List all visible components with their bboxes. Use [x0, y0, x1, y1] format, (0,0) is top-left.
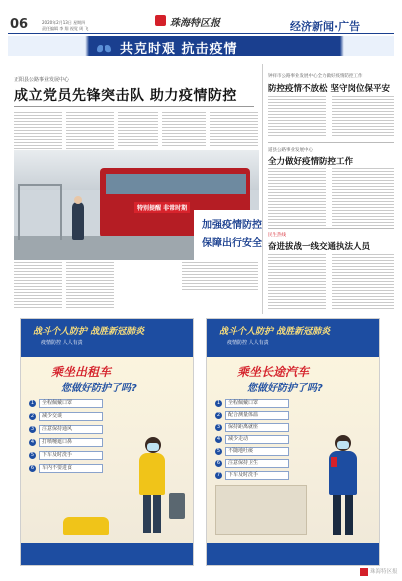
poster-taxi-item: 3 注意保持通风	[29, 425, 103, 435]
bus-stop-shelter	[18, 184, 62, 240]
footer-logo	[360, 566, 398, 578]
lungs-icon	[96, 39, 112, 53]
poster-bus-item: 3 保持距离就座	[215, 423, 289, 433]
poster-taxi-item: 6 车内不要进食	[29, 464, 103, 474]
poster-bus-band-sub: 疫情防控 人人有责	[227, 340, 269, 346]
poster-taxi-title: 乘坐出租车	[51, 365, 112, 379]
right-bottom-text-a	[268, 254, 326, 310]
poster-bus-subtitle: 您做好防护了吗?	[247, 383, 323, 394]
person-figure	[72, 202, 84, 240]
text-column-5	[210, 112, 258, 148]
banner-title: 共克时艰 抗击疫情	[120, 42, 238, 57]
poster-bus-item: 6 注意保持卫生	[215, 459, 289, 469]
poster-taxi-subtitle: 您做好防护了吗?	[61, 383, 137, 394]
page-number: 06	[10, 17, 29, 32]
poster-bus-footer	[207, 543, 379, 565]
poster-bus-band-title: 战斗个人防护 战胜新冠肺炎	[219, 327, 331, 337]
right-mid-kicker: 道县公路事业发展中心	[268, 148, 313, 153]
footer-logo-icon	[360, 568, 368, 576]
text-column-3	[118, 112, 158, 148]
right-mid-text-b	[332, 168, 394, 226]
headline-rule	[14, 106, 254, 107]
poster-bus-item: 1 全程佩戴口罩	[215, 399, 289, 409]
text-column-8	[182, 262, 258, 290]
poster-taxi-item: 2 减少交谈	[29, 412, 103, 422]
poster-taxi-band-title: 战斗个人防护 战胜新冠肺炎	[33, 327, 145, 337]
masthead-logo	[155, 14, 225, 30]
right-bottom-headline: 奋进拔战一线交通执法人员	[268, 242, 371, 252]
bus-sign: 特别提醒 非常时期	[134, 202, 190, 213]
right-top-kicker: 钟祥市公路事业发展中心全力做好疫情防控工作	[268, 74, 363, 79]
photo-caption-line-1: 加强疫情防控	[202, 220, 262, 231]
right-bottom-kicker: 民生热线	[268, 233, 286, 238]
woman-illustration	[133, 437, 173, 537]
photo-caption-line-2: 保障出行安全	[202, 238, 262, 249]
date-line-1: 2020年2月13日 星期四	[42, 20, 86, 25]
poster-bus-item: 4 减少走动	[215, 435, 289, 445]
poster-taxi-footer	[21, 543, 193, 565]
suitcase-icon	[169, 493, 185, 519]
poster-taxi-band-sub: 疫情防控 人人有责	[41, 340, 83, 346]
date-line-2: 责任编辑 李 翔 视觉 周 飞	[42, 26, 89, 31]
right-divider-1	[268, 142, 394, 143]
article-headline: 成立党员先锋突击队 助力疫情防控	[14, 88, 237, 104]
poster-taxi-item: 5 下车及时洗手	[29, 451, 103, 461]
poster-bus-item: 5 不随地吐痰	[215, 447, 289, 457]
poster-bus	[206, 318, 380, 566]
right-top-text-b	[332, 96, 394, 136]
bus-interior-illustration	[215, 485, 307, 535]
header-rule	[8, 33, 394, 34]
poster-taxi-item: 4 打喷嚏遮口鼻	[29, 438, 103, 448]
masthead-icon	[155, 15, 166, 26]
section-title: 经济新闻·广告	[290, 20, 361, 33]
poster-bus-item: 7 下车及时洗手	[215, 471, 289, 481]
text-column-6	[14, 262, 62, 308]
poster-taxi-band	[21, 319, 193, 357]
right-top-text-a	[268, 96, 326, 136]
article-kicker: 正阳县公路事业发展中心	[14, 77, 70, 83]
text-column-4	[162, 112, 206, 148]
poster-taxi	[20, 318, 194, 566]
poster-bus-title: 乘坐长途汽车	[237, 365, 310, 379]
right-mid-text-a	[268, 168, 326, 226]
footer-logo-text: 珠海特区报	[370, 569, 398, 575]
text-column-7	[66, 262, 114, 308]
poster-bus-band	[207, 319, 379, 357]
right-top-headline: 防控疫情不放松 坚守岗位保平安	[268, 84, 390, 94]
poster-taxi-item: 1 全程佩戴口罩	[29, 399, 103, 409]
masthead-text: 珠海特区报	[170, 18, 220, 29]
right-bottom-text-b	[332, 254, 394, 310]
theme-banner	[8, 36, 394, 56]
right-column-divider	[262, 64, 263, 314]
right-divider-2	[268, 228, 394, 229]
poster-bus-item: 2 配合测量体温	[215, 411, 289, 421]
right-mid-headline: 全力做好疫情防控工作	[268, 157, 354, 167]
attendant-illustration	[323, 435, 363, 539]
taxi-illustration	[63, 517, 109, 535]
